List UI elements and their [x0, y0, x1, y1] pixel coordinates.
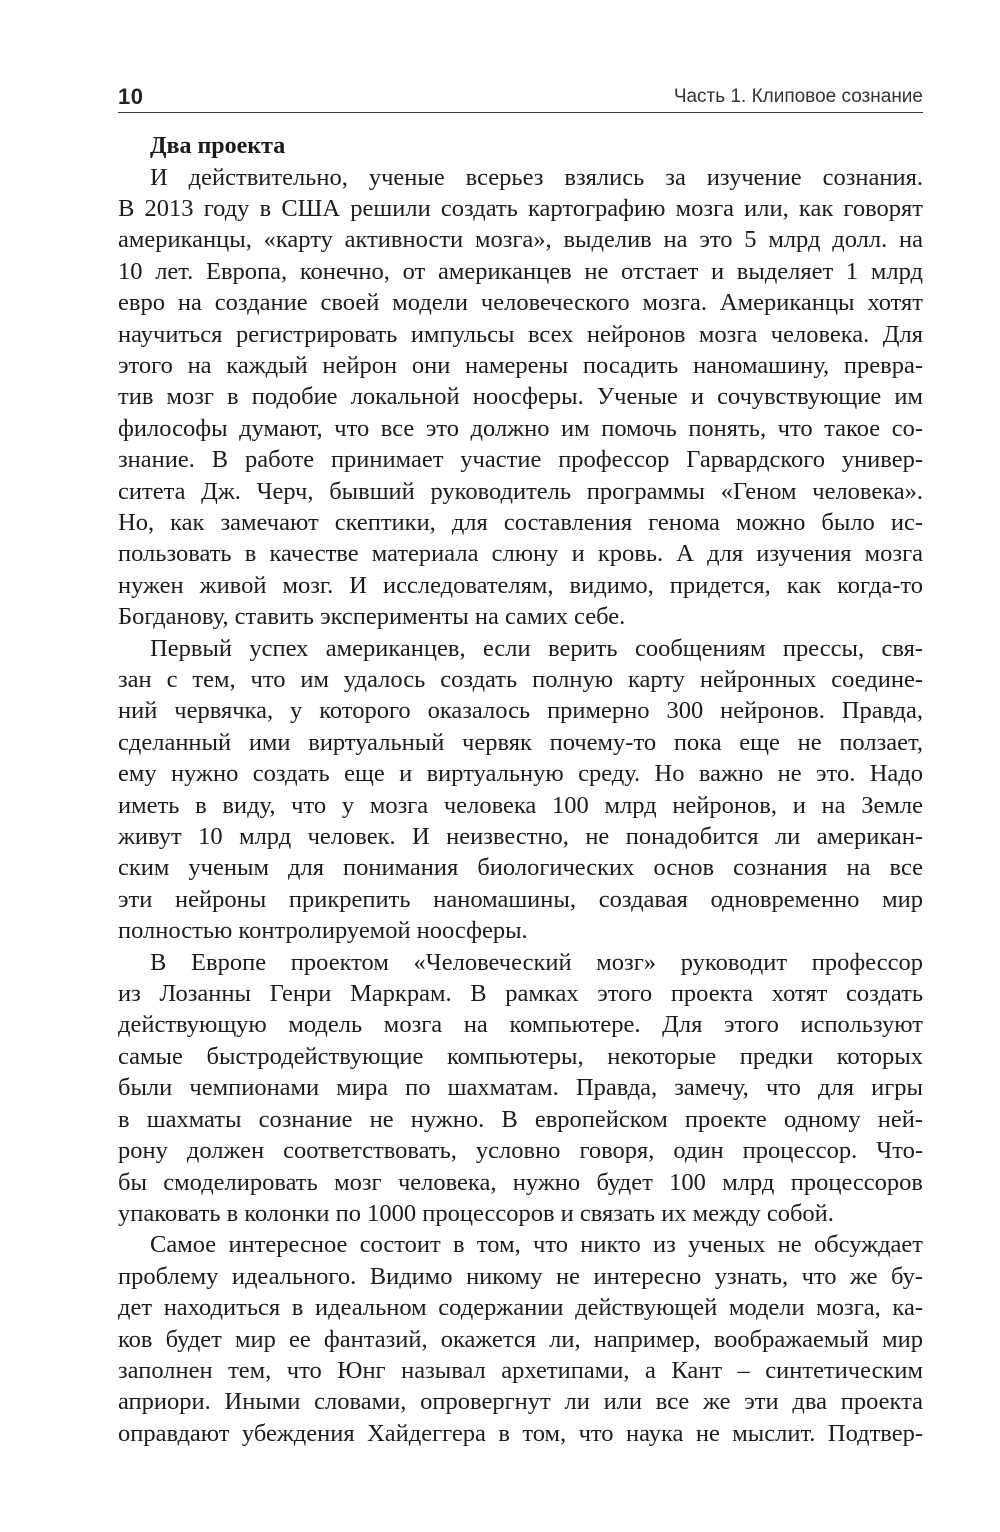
text-line: самые быстродействующие компьютеры, некоторые предки которых — [118, 1042, 923, 1070]
section-heading: Два проекта — [150, 133, 286, 159]
paragraph-2 — [118, 633, 923, 948]
body-text — [118, 130, 923, 1450]
text-line: проблему идеального. Видимо никому не интересно узнать, что же бу- — [118, 1262, 923, 1290]
text-line: Но, как замечают скептики, для составления генома можно было ис- — [118, 508, 923, 536]
text-line: 10 лет. Европа, конечно, от американцев не отстает и выделяет 1 млрд — [118, 257, 923, 285]
text-line: нужен живой мозг. И исследователям, видимо, придется, как когда-то — [118, 571, 923, 599]
text-line: априори. Иными словами, опровергнут ли или все же эти два проекта — [118, 1388, 923, 1416]
text-line: философы думают, что все это должно им помочь понять, что такое со- — [118, 414, 923, 442]
text-line: ков будет мир ее фантазий, окажется ли, например, воображаемый мир — [118, 1325, 923, 1353]
text-line: зан с тем, что им удалось создать полную карту нейронных соедине- — [118, 666, 923, 693]
text-line: Богданову, ставить эксперименты на самих себе. — [118, 603, 626, 631]
text-line: В Европе проектом «Человеческий мозг» руководит профессор — [150, 948, 923, 976]
text-line: И действительно, ученые всерьез взялись за изучение сознания. — [150, 163, 923, 191]
text-line: Первый успех американцев, если верить сообщениям прессы, свя- — [150, 634, 923, 662]
text-line: полностью контролируемой ноосферы. — [118, 917, 528, 945]
text-line: бы смоделировать мозг человека, нужно будет 100 млрд процессоров — [118, 1168, 923, 1196]
text-line: ний червячка, у которого оказалось примерно 300 нейронов. Правда, — [118, 697, 923, 725]
text-line: были чемпионами мира по шахматам. Правда, замечу, что для игры — [118, 1074, 923, 1102]
text-line: научиться регистрировать импульсы всех нейронов мозга человека. Для — [118, 320, 923, 348]
chapter-title: Часть 1. Клиповое сознание — [673, 86, 923, 107]
text-line: рону должен соответствовать, условно говоря, один процессор. Что- — [118, 1137, 923, 1165]
text-line: иметь в виду, что у мозга человека 100 млрд нейронов, и на Земле — [118, 791, 923, 819]
text-line: дет находиться в идеальном содержании действующей модели мозга, ка- — [118, 1294, 923, 1322]
text-line: оправдают убеждения Хайдеггера в том, что наука не мыслит. Подтвер- — [118, 1419, 923, 1447]
text-line: упаковать в колонки по 1000 процессоров и связать их между собой. — [118, 1199, 834, 1227]
text-line: Самое интересное состоит в том, что никто из ученых не обсуждает — [150, 1231, 923, 1259]
text-line: евро на создание своей модели человеческого мозга. Американцы хотят — [118, 289, 923, 317]
text-line: заполнен тем, что Юнг называл архетипами, а Кант – синтетическим — [118, 1356, 923, 1384]
text-line: этого на каждый нейрон они намерены посадить наномашину, превра- — [118, 351, 923, 379]
text-line: из Лозанны Генри Маркрам. В рамках этого проекта хотят создать — [118, 980, 923, 1008]
page-number: 10 — [118, 84, 144, 109]
text-line: американцы, «карту активности мозга», выделив на это 5 млрд долл. на — [118, 226, 923, 254]
text-line: ему нужно создать еще и виртуальную среду. Но важно не это. Надо — [118, 760, 923, 788]
text-line: сделанный ими виртуальный червяк почему-то пока еще не ползает, — [118, 728, 923, 756]
text-line: эти нейроны прикрепить наномашины, создавая одновременно мир — [118, 885, 923, 913]
text-line: пользовать в качестве материала слюну и кровь. А для изучения мозга — [118, 540, 923, 568]
text-line: знание. В работе принимает участие профессор Гарвардского универ- — [118, 446, 923, 474]
text-line: живут 10 млрд человек. И неизвестно, не понадобится ли американ- — [118, 823, 923, 851]
text-line: В 2013 году в США решили создать картографию мозга или, как говорят — [118, 194, 923, 222]
paragraph-3 — [118, 947, 923, 1230]
text-line: в шахматы сознание не нужно. В европейском проекте одному ней- — [118, 1105, 923, 1133]
paragraph-1 — [118, 162, 923, 634]
text-line: тив мозг в подобие локальной ноосферы. Ученые и сочувствующие им — [118, 383, 923, 411]
running-head — [118, 82, 923, 113]
text-line: ским ученым для понимания биологических основ сознания на все — [118, 854, 923, 882]
text-line: ситета Дж. Черч, бывший руководитель программы «Геном человека». — [118, 477, 923, 505]
text-line: действующую модель мозга на компьютере. Для этого используют — [118, 1011, 923, 1039]
paragraph-4 — [118, 1229, 923, 1449]
